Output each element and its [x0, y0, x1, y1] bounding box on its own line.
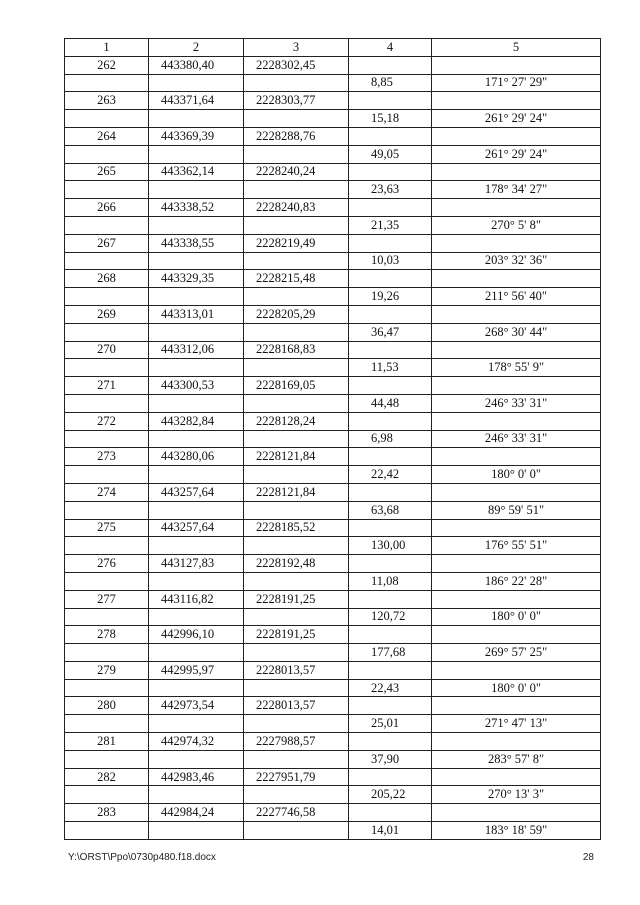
bearing-cell: 269° 57' 25" — [432, 644, 601, 662]
point-number-cell — [65, 394, 149, 412]
table-row — [65, 733, 601, 751]
point-number-cell — [65, 786, 149, 804]
point-number-cell — [65, 145, 149, 163]
table-row — [65, 786, 601, 804]
x-coordinate-cell — [149, 359, 244, 377]
table-row — [65, 626, 601, 644]
distance-cell — [349, 56, 432, 74]
y-coordinate-cell: 2228303,77 — [244, 92, 349, 110]
bearing-cell: 271° 47' 13" — [432, 715, 601, 733]
bearing-cell: 211° 56' 40" — [432, 288, 601, 306]
distance-cell: 14,01 — [349, 822, 432, 840]
table-row — [65, 305, 601, 323]
point-number-cell: 271 — [65, 377, 149, 395]
y-coordinate-cell: 2228013,57 — [244, 661, 349, 679]
column-header-5: 5 — [432, 39, 601, 57]
y-coordinate-cell — [244, 466, 349, 484]
point-number-cell: 276 — [65, 555, 149, 573]
table-row — [65, 750, 601, 768]
distance-cell: 11,08 — [349, 572, 432, 590]
y-coordinate-cell — [244, 216, 349, 234]
x-coordinate-cell — [149, 216, 244, 234]
y-coordinate-cell: 2228302,45 — [244, 56, 349, 74]
bearing-cell — [432, 127, 601, 145]
bearing-cell: 261° 29' 24" — [432, 145, 601, 163]
distance-cell — [349, 626, 432, 644]
table-row — [65, 163, 601, 181]
point-number-cell — [65, 679, 149, 697]
bearing-cell — [432, 697, 601, 715]
x-coordinate-cell: 443338,52 — [149, 199, 244, 217]
x-coordinate-cell: 442973,54 — [149, 697, 244, 715]
distance-cell — [349, 270, 432, 288]
distance-cell — [349, 234, 432, 252]
distance-cell — [349, 661, 432, 679]
y-coordinate-cell — [244, 501, 349, 519]
bearing-cell: 180° 0' 0" — [432, 679, 601, 697]
distance-cell — [349, 127, 432, 145]
bearing-cell — [432, 377, 601, 395]
table-row — [65, 430, 601, 448]
point-number-cell: 265 — [65, 163, 149, 181]
point-number-cell: 282 — [65, 768, 149, 786]
y-coordinate-cell — [244, 110, 349, 128]
y-coordinate-cell: 2228128,24 — [244, 412, 349, 430]
table-row — [65, 252, 601, 270]
y-coordinate-cell — [244, 181, 349, 199]
y-coordinate-cell: 2228219,49 — [244, 234, 349, 252]
point-number-cell — [65, 572, 149, 590]
table-row — [65, 110, 601, 128]
point-number-cell: 267 — [65, 234, 149, 252]
distance-cell: 22,42 — [349, 466, 432, 484]
y-coordinate-cell — [244, 323, 349, 341]
bearing-cell — [432, 163, 601, 181]
distance-cell: 37,90 — [349, 750, 432, 768]
bearing-cell: 186° 22' 28" — [432, 572, 601, 590]
y-coordinate-cell — [244, 252, 349, 270]
table-row — [65, 377, 601, 395]
table-row — [65, 92, 601, 110]
footer-page-number: 28 — [582, 852, 594, 863]
point-number-cell: 283 — [65, 804, 149, 822]
table-row — [65, 323, 601, 341]
y-coordinate-cell: 2228205,29 — [244, 305, 349, 323]
distance-cell: 44,48 — [349, 394, 432, 412]
table-row — [65, 572, 601, 590]
table-row — [65, 466, 601, 484]
table-row — [65, 519, 601, 537]
footer-file-path: Y:\ORST\Ppo\0730p480.f18.docx — [68, 852, 216, 863]
column-header-3: 3 — [244, 39, 349, 57]
distance-cell — [349, 412, 432, 430]
table-row — [65, 822, 601, 840]
point-number-cell — [65, 608, 149, 626]
y-coordinate-cell: 2228240,24 — [244, 163, 349, 181]
table-row — [65, 661, 601, 679]
distance-cell — [349, 768, 432, 786]
point-number-cell: 277 — [65, 590, 149, 608]
y-coordinate-cell: 2227746,58 — [244, 804, 349, 822]
bearing-cell — [432, 555, 601, 573]
point-number-cell — [65, 359, 149, 377]
x-coordinate-cell — [149, 466, 244, 484]
y-coordinate-cell — [244, 74, 349, 92]
table-row — [65, 537, 601, 555]
table-row — [65, 804, 601, 822]
x-coordinate-cell — [149, 288, 244, 306]
point-number-cell: 275 — [65, 519, 149, 537]
x-coordinate-cell: 443127,83 — [149, 555, 244, 573]
column-header-2: 2 — [149, 39, 244, 57]
table-row — [65, 394, 601, 412]
point-number-cell — [65, 537, 149, 555]
distance-cell — [349, 92, 432, 110]
y-coordinate-cell: 2228185,52 — [244, 519, 349, 537]
point-number-cell — [65, 216, 149, 234]
x-coordinate-cell — [149, 181, 244, 199]
bearing-cell — [432, 199, 601, 217]
distance-cell: 36,47 — [349, 323, 432, 341]
y-coordinate-cell: 2227988,57 — [244, 733, 349, 751]
y-coordinate-cell — [244, 359, 349, 377]
distance-cell: 21,35 — [349, 216, 432, 234]
x-coordinate-cell: 442983,46 — [149, 768, 244, 786]
x-coordinate-cell: 443282,84 — [149, 412, 244, 430]
bearing-cell — [432, 768, 601, 786]
table-row — [65, 199, 601, 217]
x-coordinate-cell — [149, 786, 244, 804]
point-number-cell: 278 — [65, 626, 149, 644]
bearing-cell — [432, 92, 601, 110]
x-coordinate-cell — [149, 822, 244, 840]
distance-cell — [349, 199, 432, 217]
x-coordinate-cell: 443300,53 — [149, 377, 244, 395]
y-coordinate-cell: 2228121,84 — [244, 448, 349, 466]
bearing-cell: 246° 33' 31" — [432, 430, 601, 448]
x-coordinate-cell: 443329,35 — [149, 270, 244, 288]
y-coordinate-cell: 2228192,48 — [244, 555, 349, 573]
x-coordinate-cell: 442995,97 — [149, 661, 244, 679]
distance-cell: 25,01 — [349, 715, 432, 733]
point-number-cell — [65, 430, 149, 448]
point-number-cell — [65, 822, 149, 840]
column-header-4: 4 — [349, 39, 432, 57]
table-row — [65, 448, 601, 466]
x-coordinate-cell: 443338,55 — [149, 234, 244, 252]
bearing-cell: 180° 0' 0" — [432, 466, 601, 484]
x-coordinate-cell — [149, 145, 244, 163]
x-coordinate-cell: 443257,64 — [149, 519, 244, 537]
bearing-cell — [432, 305, 601, 323]
y-coordinate-cell: 2228168,83 — [244, 341, 349, 359]
distance-cell: 63,68 — [349, 501, 432, 519]
y-coordinate-cell: 2228240,83 — [244, 199, 349, 217]
x-coordinate-cell: 443257,64 — [149, 483, 244, 501]
bearing-cell: 261° 29' 24" — [432, 110, 601, 128]
x-coordinate-cell: 443116,82 — [149, 590, 244, 608]
point-number-cell: 281 — [65, 733, 149, 751]
distance-cell — [349, 163, 432, 181]
point-number-cell: 269 — [65, 305, 149, 323]
bearing-cell: 178° 34' 27" — [432, 181, 601, 199]
x-coordinate-cell — [149, 74, 244, 92]
table-row — [65, 145, 601, 163]
x-coordinate-cell: 443313,01 — [149, 305, 244, 323]
point-number-cell — [65, 466, 149, 484]
bearing-cell — [432, 626, 601, 644]
bearing-cell — [432, 341, 601, 359]
y-coordinate-cell — [244, 572, 349, 590]
bearing-cell: 268° 30' 44" — [432, 323, 601, 341]
distance-cell — [349, 483, 432, 501]
y-coordinate-cell — [244, 644, 349, 662]
distance-cell: 19,26 — [349, 288, 432, 306]
bearing-cell — [432, 56, 601, 74]
distance-cell — [349, 590, 432, 608]
point-number-cell: 264 — [65, 127, 149, 145]
x-coordinate-cell: 442974,32 — [149, 733, 244, 751]
y-coordinate-cell: 2227951,79 — [244, 768, 349, 786]
table-row — [65, 590, 601, 608]
x-coordinate-cell: 442984,24 — [149, 804, 244, 822]
y-coordinate-cell — [244, 288, 349, 306]
x-coordinate-cell: 443280,06 — [149, 448, 244, 466]
table-row — [65, 697, 601, 715]
x-coordinate-cell — [149, 572, 244, 590]
distance-cell: 205,22 — [349, 786, 432, 804]
table-row — [65, 412, 601, 430]
y-coordinate-cell — [244, 608, 349, 626]
point-number-cell — [65, 288, 149, 306]
x-coordinate-cell — [149, 537, 244, 555]
point-number-cell — [65, 501, 149, 519]
y-coordinate-cell: 2228191,25 — [244, 626, 349, 644]
bearing-cell — [432, 661, 601, 679]
point-number-cell — [65, 181, 149, 199]
bearing-cell: 270° 5' 8" — [432, 216, 601, 234]
x-coordinate-cell — [149, 252, 244, 270]
y-coordinate-cell: 2228013,57 — [244, 697, 349, 715]
x-coordinate-cell: 443380,40 — [149, 56, 244, 74]
table-body — [65, 56, 601, 839]
bearing-cell — [432, 234, 601, 252]
y-coordinate-cell — [244, 679, 349, 697]
distance-cell — [349, 305, 432, 323]
table-row — [65, 234, 601, 252]
table-row — [65, 216, 601, 234]
y-coordinate-cell — [244, 822, 349, 840]
y-coordinate-cell — [244, 430, 349, 448]
table-row — [65, 288, 601, 306]
distance-cell — [349, 697, 432, 715]
distance-cell — [349, 804, 432, 822]
point-number-cell — [65, 715, 149, 733]
column-header-1: 1 — [65, 39, 149, 57]
bearing-cell: 180° 0' 0" — [432, 608, 601, 626]
bearing-cell: 176° 55' 51" — [432, 537, 601, 555]
table-row — [65, 555, 601, 573]
y-coordinate-cell: 2228191,25 — [244, 590, 349, 608]
y-coordinate-cell — [244, 394, 349, 412]
x-coordinate-cell — [149, 394, 244, 412]
distance-cell — [349, 448, 432, 466]
y-coordinate-cell: 2228169,05 — [244, 377, 349, 395]
y-coordinate-cell — [244, 537, 349, 555]
distance-cell: 11,53 — [349, 359, 432, 377]
table-row — [65, 341, 601, 359]
bearing-cell: 171° 27' 29" — [432, 74, 601, 92]
table-row — [65, 768, 601, 786]
y-coordinate-cell: 2228215,48 — [244, 270, 349, 288]
y-coordinate-cell — [244, 750, 349, 768]
distance-cell — [349, 377, 432, 395]
bearing-cell: 89° 59' 51" — [432, 501, 601, 519]
point-number-cell — [65, 252, 149, 270]
x-coordinate-cell — [149, 644, 244, 662]
x-coordinate-cell — [149, 750, 244, 768]
bearing-cell: 178° 55' 9" — [432, 359, 601, 377]
distance-cell: 8,85 — [349, 74, 432, 92]
point-number-cell: 268 — [65, 270, 149, 288]
distance-cell: 15,18 — [349, 110, 432, 128]
point-number-cell: 279 — [65, 661, 149, 679]
bearing-cell — [432, 412, 601, 430]
bearing-cell — [432, 804, 601, 822]
x-coordinate-cell — [149, 679, 244, 697]
bearing-cell — [432, 733, 601, 751]
bearing-cell: 246° 33' 31" — [432, 394, 601, 412]
header-row — [65, 39, 601, 57]
bearing-cell: 183° 18' 59" — [432, 822, 601, 840]
x-coordinate-cell: 443362,14 — [149, 163, 244, 181]
y-coordinate-cell: 2228121,84 — [244, 483, 349, 501]
y-coordinate-cell — [244, 786, 349, 804]
table-row — [65, 483, 601, 501]
bearing-cell — [432, 590, 601, 608]
distance-cell — [349, 341, 432, 359]
table-row — [65, 644, 601, 662]
table-row — [65, 715, 601, 733]
point-number-cell: 262 — [65, 56, 149, 74]
y-coordinate-cell — [244, 715, 349, 733]
x-coordinate-cell — [149, 110, 244, 128]
distance-cell: 120,72 — [349, 608, 432, 626]
point-number-cell — [65, 750, 149, 768]
x-coordinate-cell: 443312,06 — [149, 341, 244, 359]
coordinates-table — [64, 38, 601, 840]
point-number-cell: 266 — [65, 199, 149, 217]
distance-cell: 6,98 — [349, 430, 432, 448]
x-coordinate-cell — [149, 501, 244, 519]
x-coordinate-cell — [149, 715, 244, 733]
distance-cell: 49,05 — [349, 145, 432, 163]
table-row — [65, 501, 601, 519]
table-row — [65, 679, 601, 697]
table-row — [65, 181, 601, 199]
point-number-cell: 263 — [65, 92, 149, 110]
distance-cell: 23,63 — [349, 181, 432, 199]
point-number-cell: 280 — [65, 697, 149, 715]
distance-cell — [349, 733, 432, 751]
x-coordinate-cell — [149, 430, 244, 448]
x-coordinate-cell: 443371,64 — [149, 92, 244, 110]
bearing-cell — [432, 519, 601, 537]
distance-cell: 177,68 — [349, 644, 432, 662]
table-row — [65, 74, 601, 92]
table-row — [65, 56, 601, 74]
y-coordinate-cell — [244, 145, 349, 163]
point-number-cell: 274 — [65, 483, 149, 501]
table-row — [65, 608, 601, 626]
bearing-cell: 270° 13' 3" — [432, 786, 601, 804]
x-coordinate-cell: 443369,39 — [149, 127, 244, 145]
bearing-cell — [432, 483, 601, 501]
point-number-cell — [65, 74, 149, 92]
distance-cell — [349, 555, 432, 573]
distance-cell: 130,00 — [349, 537, 432, 555]
x-coordinate-cell: 442996,10 — [149, 626, 244, 644]
x-coordinate-cell — [149, 608, 244, 626]
distance-cell: 10,03 — [349, 252, 432, 270]
point-number-cell — [65, 644, 149, 662]
table-row — [65, 127, 601, 145]
bearing-cell: 203° 32' 36" — [432, 252, 601, 270]
y-coordinate-cell: 2228288,76 — [244, 127, 349, 145]
table-row — [65, 359, 601, 377]
point-number-cell: 272 — [65, 412, 149, 430]
distance-cell: 22,43 — [349, 679, 432, 697]
x-coordinate-cell — [149, 323, 244, 341]
point-number-cell — [65, 323, 149, 341]
point-number-cell — [65, 110, 149, 128]
point-number-cell: 270 — [65, 341, 149, 359]
point-number-cell: 273 — [65, 448, 149, 466]
distance-cell — [349, 519, 432, 537]
bearing-cell — [432, 448, 601, 466]
table-row — [65, 270, 601, 288]
bearing-cell: 283° 57' 8" — [432, 750, 601, 768]
bearing-cell — [432, 270, 601, 288]
